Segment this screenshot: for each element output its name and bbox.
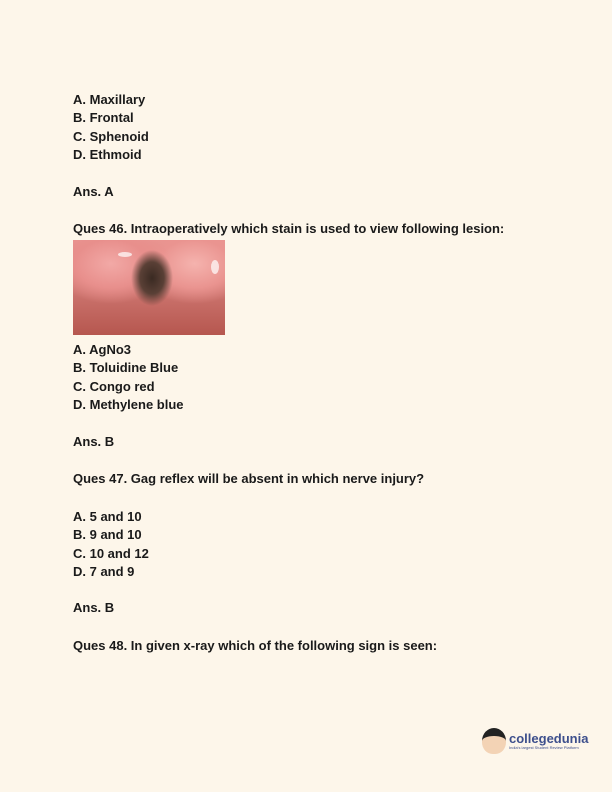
option: D. Methylene blue	[73, 397, 184, 412]
option: A. AgNo3	[73, 342, 132, 357]
question: Ques 48. In given x-ray which of the following sign is seen:	[73, 638, 438, 653]
lesion-photo	[73, 240, 225, 335]
option: A. 5 and 10	[73, 509, 142, 524]
brand-tagline: India's largest Student Review Platform	[509, 744, 579, 750]
mascot-icon	[482, 728, 506, 754]
option: B. Toluidine Blue	[73, 360, 179, 375]
question: Ques 47. Gag reflex will be absent in which nerve injury?	[73, 471, 425, 486]
option: B. 9 and 10	[73, 527, 142, 542]
option: B. Frontal	[73, 110, 134, 125]
option: A. Maxillary	[73, 92, 146, 107]
option: C. Congo red	[73, 379, 155, 394]
answer: Ans. A	[73, 184, 114, 199]
collegedunia-logo	[482, 728, 588, 754]
brand-name: collegedunia	[509, 730, 589, 746]
option: C. 10 and 12	[73, 546, 149, 561]
option: C. Sphenoid	[73, 129, 149, 144]
option: D. Ethmoid	[73, 147, 142, 162]
answer: Ans. B	[73, 600, 115, 615]
answer: Ans. B	[73, 434, 115, 449]
question: Ques 46. Intraoperatively which stain is used to view following lesion:	[73, 221, 505, 236]
option: D. 7 and 9	[73, 564, 135, 579]
